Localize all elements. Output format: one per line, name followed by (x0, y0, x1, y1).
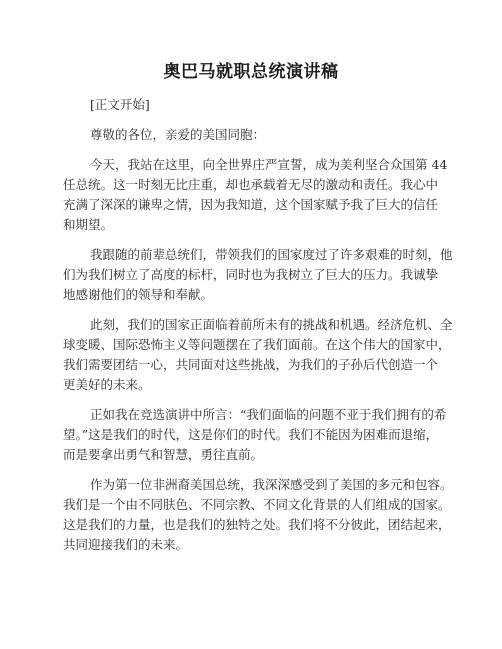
paragraph (63, 405, 447, 465)
paragraph (63, 125, 447, 145)
paragraph-line: 共同迎接我们的未来。 (63, 537, 189, 552)
paragraph-line: 此刻，我们的国家正面临着前所未有的挑战和机遇。经济危机、全 (90, 317, 453, 332)
paragraph-line: 们为我们树立了高度的标杆，同时也为我树立了巨大的压力。我诚挚 (63, 267, 439, 282)
paragraph-line: 更美好的未来。 (63, 377, 151, 392)
paragraph-line: 球变暖、国际恐怖主义等问题摆在了我们面前。在这个伟大的国家中， (63, 337, 451, 352)
document-title: 奥巴马就职总统演讲稿 (163, 62, 339, 82)
body-marker: [正文开始] (90, 97, 150, 112)
paragraph-line: 尊敬的各位，亲爱的美国同胞： (90, 127, 266, 142)
paragraph-line: 地感谢他们的领导和奉献。 (63, 287, 214, 302)
paragraph-line: 任总统。这一时刻无比庄重，却也承载着无尽的激动和责任。我心中 (63, 177, 439, 192)
paragraph-line: 这是我们的力量，也是我们的独特之处。我们将不分彼此，团结起来， (63, 517, 451, 532)
paragraph-line: 我跟随的前辈总统们，带领我们的国家度过了许多艰难的时刻，他 (90, 247, 453, 262)
paragraph-line: 我们需要团结一心，共同面对这些挑战，为我们的子孙后代创造一个 (63, 357, 439, 372)
paragraph (63, 315, 453, 395)
paragraph-line: 我们是一个由不同肤色、不同宗教、不同文化背景的人们组成的国家。 (63, 497, 451, 512)
paragraph-line: 而是要拿出勇气和智慧，勇往直前。 (63, 447, 264, 462)
paragraph (63, 155, 447, 235)
paragraph-line: 和期望。 (63, 217, 114, 232)
paragraph-line: 作为第一位非洲裔美国总统，我深深感受到了美国的多元和包容。 (90, 477, 453, 492)
paragraph-line: 今天，我站在这里，向全世界庄严宣誓，成为美利坚合众国第 44 (90, 157, 448, 172)
paragraph-line: 正如我在竞选演讲中所言：“我们面临的问题不亚于我们拥有的希 (90, 407, 447, 422)
paragraph (63, 475, 453, 555)
document-body (63, 95, 453, 555)
paragraph-line: 充满了深深的谦卑之情，因为我知道，这个国家赋予我了巨大的信任 (63, 197, 439, 212)
paragraph (63, 245, 453, 305)
paragraph-line: 望。”这是我们的时代，这是你们的时代。我们不能因为困难而退缩， (63, 427, 439, 442)
